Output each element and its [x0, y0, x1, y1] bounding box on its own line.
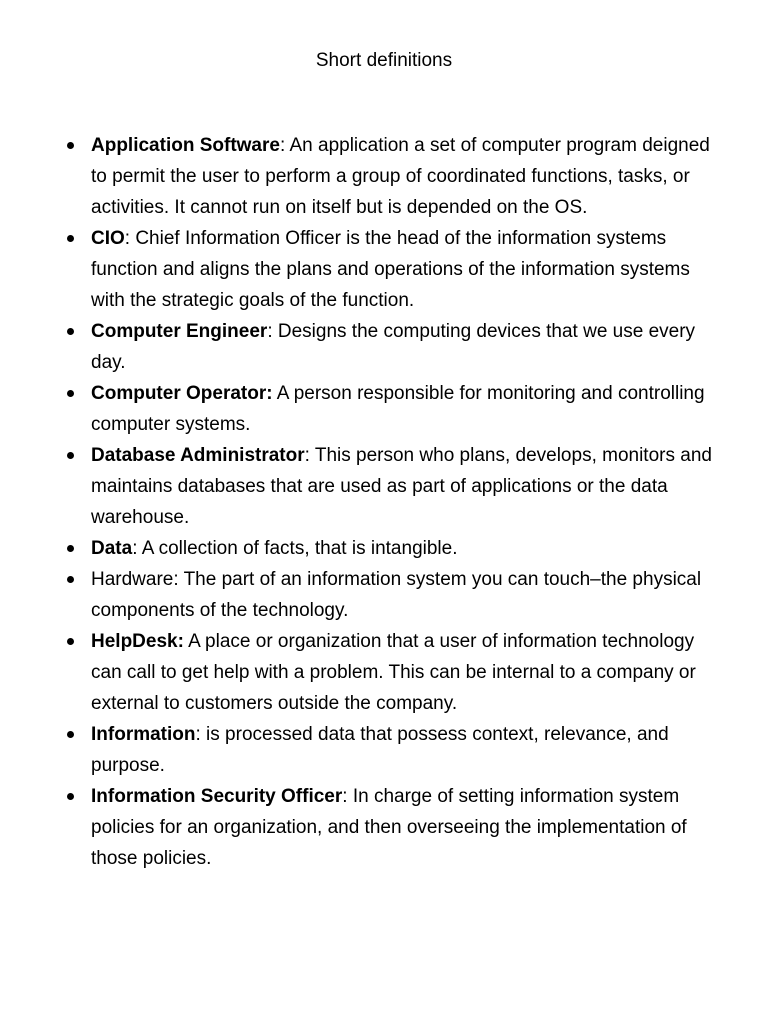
bullet-icon [67, 793, 74, 800]
bullet-icon [67, 142, 74, 149]
definition-term: Information Security Officer [91, 786, 343, 807]
bullet-icon [67, 638, 74, 645]
page-title: Short definitions [315, 50, 453, 71]
definition-text: : In charge of setting information system policies for an organization, and then overseeing the implementation of those policies. [91, 786, 687, 869]
definition-item [64, 316, 724, 378]
definition-text: : A collection of facts, that is intangible. [132, 538, 458, 559]
definition-term: Computer Engineer [91, 321, 268, 342]
definition-text: A person responsible for monitoring and controlling computer systems. [91, 383, 705, 435]
bullet-icon [67, 545, 74, 552]
definition-item [64, 719, 724, 781]
bullet-icon [67, 576, 74, 583]
definition-item [64, 781, 724, 874]
definition-item [64, 533, 724, 564]
definition-item [64, 223, 724, 316]
definition-item [64, 564, 724, 626]
definition-term: Information [91, 724, 196, 745]
definition-term: Computer Operator: [91, 383, 273, 404]
definition-item [64, 130, 724, 223]
definition-text: : is processed data that possess context, relevance, and purpose. [91, 724, 669, 776]
bullet-icon [67, 390, 74, 397]
definition-term: Database Administrator [91, 445, 305, 466]
definition-term: CIO [91, 228, 125, 249]
bullet-icon [67, 731, 74, 738]
definition-text: : This person who plans, develops, monitors and maintains databases that are used as part of applications or the data warehouse. [91, 445, 712, 528]
definition-text: : An application a set of computer program deigned to permit the user to perform a group of coordinated functions, tasks, or activities. It cannot run on itself but is depended on the OS. [91, 135, 710, 218]
definition-text: Hardware: The part of an information system you can touch–the physical components of the technology. [91, 569, 702, 621]
definition-text: A place or organization that a user of information technology can call to get help with a problem. This can be internal to a company or external to customers outside the company. [91, 631, 696, 714]
definition-term: Application Software [91, 135, 280, 156]
bullet-icon [67, 452, 74, 459]
definition-text: : Chief Information Officer is the head of the information systems function and aligns the plans and operations of the information systems with the strategic goals of the function. [91, 228, 690, 311]
definition-item [64, 440, 724, 533]
definition-text: : Designs the computing devices that we use every day. [91, 321, 696, 373]
bullet-icon [67, 235, 74, 242]
bullet-icon [67, 328, 74, 335]
definition-term: HelpDesk: [91, 631, 184, 652]
definition-term: Data [91, 538, 133, 559]
definition-item [64, 378, 724, 440]
definition-item [64, 626, 724, 719]
definition-list [64, 130, 724, 874]
